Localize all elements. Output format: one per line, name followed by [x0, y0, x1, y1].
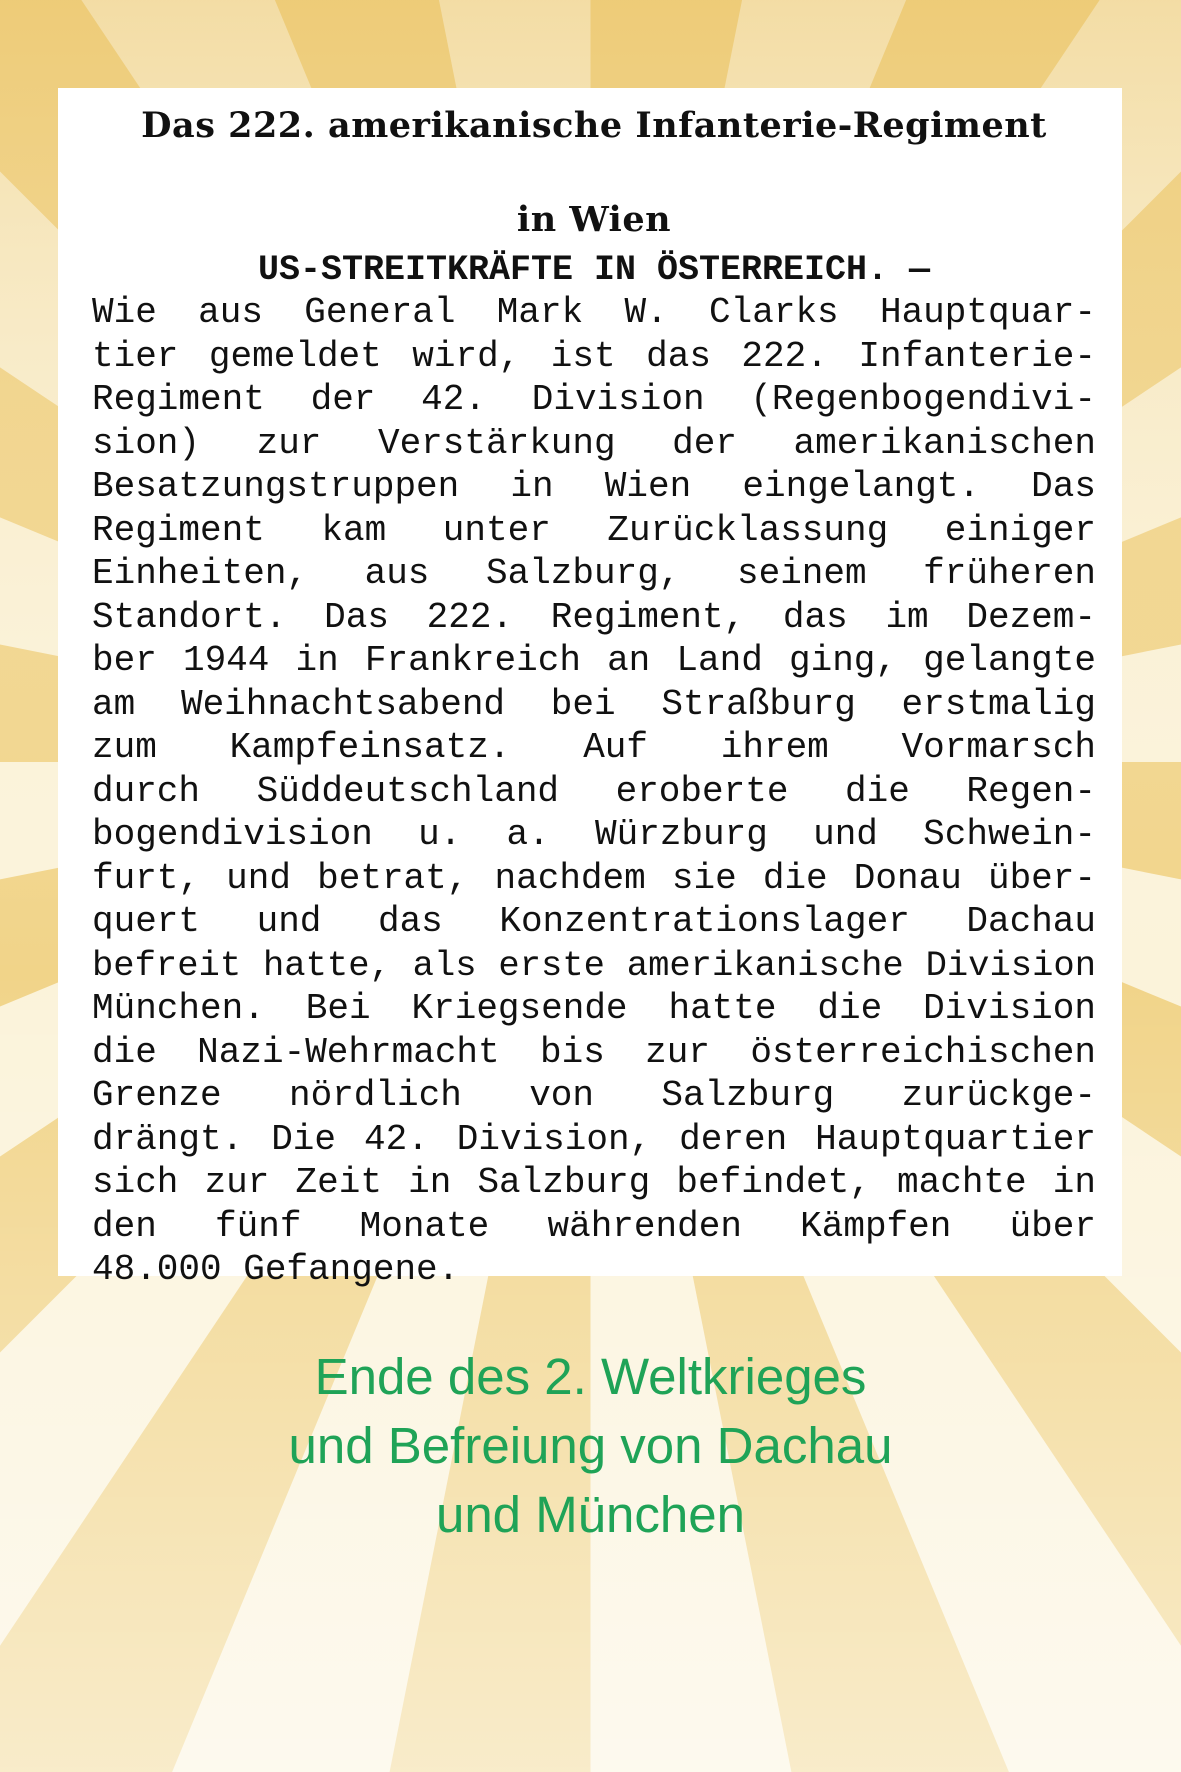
clipping-body-line: Einheiten, aus Salzburg, seinem früheren — [92, 553, 1096, 594]
clipping-body-line: tier gemeldet wird, ist das 222. Infanterie- — [92, 335, 1096, 377]
clipping-body-line: Standort. Das 222. Regiment, das im Dezem- — [92, 596, 1096, 638]
newspaper-clipping — [58, 88, 1122, 1290]
clipping-body-line: Grenze nördlich von Salzburg zurückge- — [92, 1075, 1096, 1116]
clipping-body-line: Regiment der 42. Division (Regenbogendivi- — [92, 379, 1096, 420]
clipping-body-line: 48.000 Gefangene. — [92, 1249, 460, 1290]
clipping-body-line: sich zur Zeit in Salzburg befindet, machte in — [92, 1162, 1096, 1203]
caption-line-2: und Befreiung von Dachau — [288, 1417, 893, 1474]
clipping-dateline: US-STREITKRÄFTE IN ÖSTERREICH. — — [257, 250, 931, 290]
clipping-body-line: ber 1944 in Frankreich an Land ging, gelangte — [92, 640, 1096, 681]
clipping-body-line: drängt. Die 42. Division, deren Hauptquartier — [92, 1118, 1096, 1160]
caption-line-1: Ende des 2. Weltkrieges — [314, 1348, 867, 1405]
clipping-body-line: Besatzungstruppen in Wien eingelangt. Das — [92, 466, 1096, 507]
clipping-body-line: München. Bei Kriegsende hatte die Division — [92, 988, 1096, 1029]
clipping-body-text — [92, 291, 1096, 1292]
clipping-body-line: Wie aus General Mark W. Clarks Hauptquar- — [92, 292, 1096, 333]
clipping-body-line: quert und das Konzentrationslager Dachau — [92, 901, 1096, 942]
clipping-body-line: den fünf Monate währenden Kämpfen über — [92, 1205, 1096, 1247]
clipping-body-line: sion) zur Verstärkung der amerikanischen — [92, 422, 1096, 464]
clipping-body-line: die Nazi-Wehrmacht bis zur österreichischen — [92, 1031, 1096, 1073]
clipping-body-line: bogendivision u. a. Würzburg und Schwein- — [92, 814, 1096, 855]
clipping-body-line: furt, und betrat, nachdem sie die Donau über- — [92, 857, 1096, 899]
clipping-headline — [92, 102, 1096, 243]
clipping-headline-line-2: in Wien — [516, 199, 672, 240]
clipping-body-line: zum Kampfeinsatz. Auf ihrem Vormarsch — [92, 727, 1096, 768]
clipping-body-line: durch Süddeutschland eroberte die Regen- — [92, 770, 1096, 812]
page-caption — [0, 1342, 1181, 1549]
clipping-body-line: Regiment kam unter Zurücklassung einiger — [92, 509, 1096, 551]
clipping-body-line: befreit hatte, als erste amerikanische Division — [92, 944, 1096, 986]
clipping-headline-line-1: Das 222. amerikanische Infanterie-Regiment — [141, 105, 1047, 146]
caption-line-3: und München — [435, 1486, 746, 1543]
clipping-body-line: am Weihnachtsabend bei Straßburg erstmalig — [92, 683, 1096, 725]
